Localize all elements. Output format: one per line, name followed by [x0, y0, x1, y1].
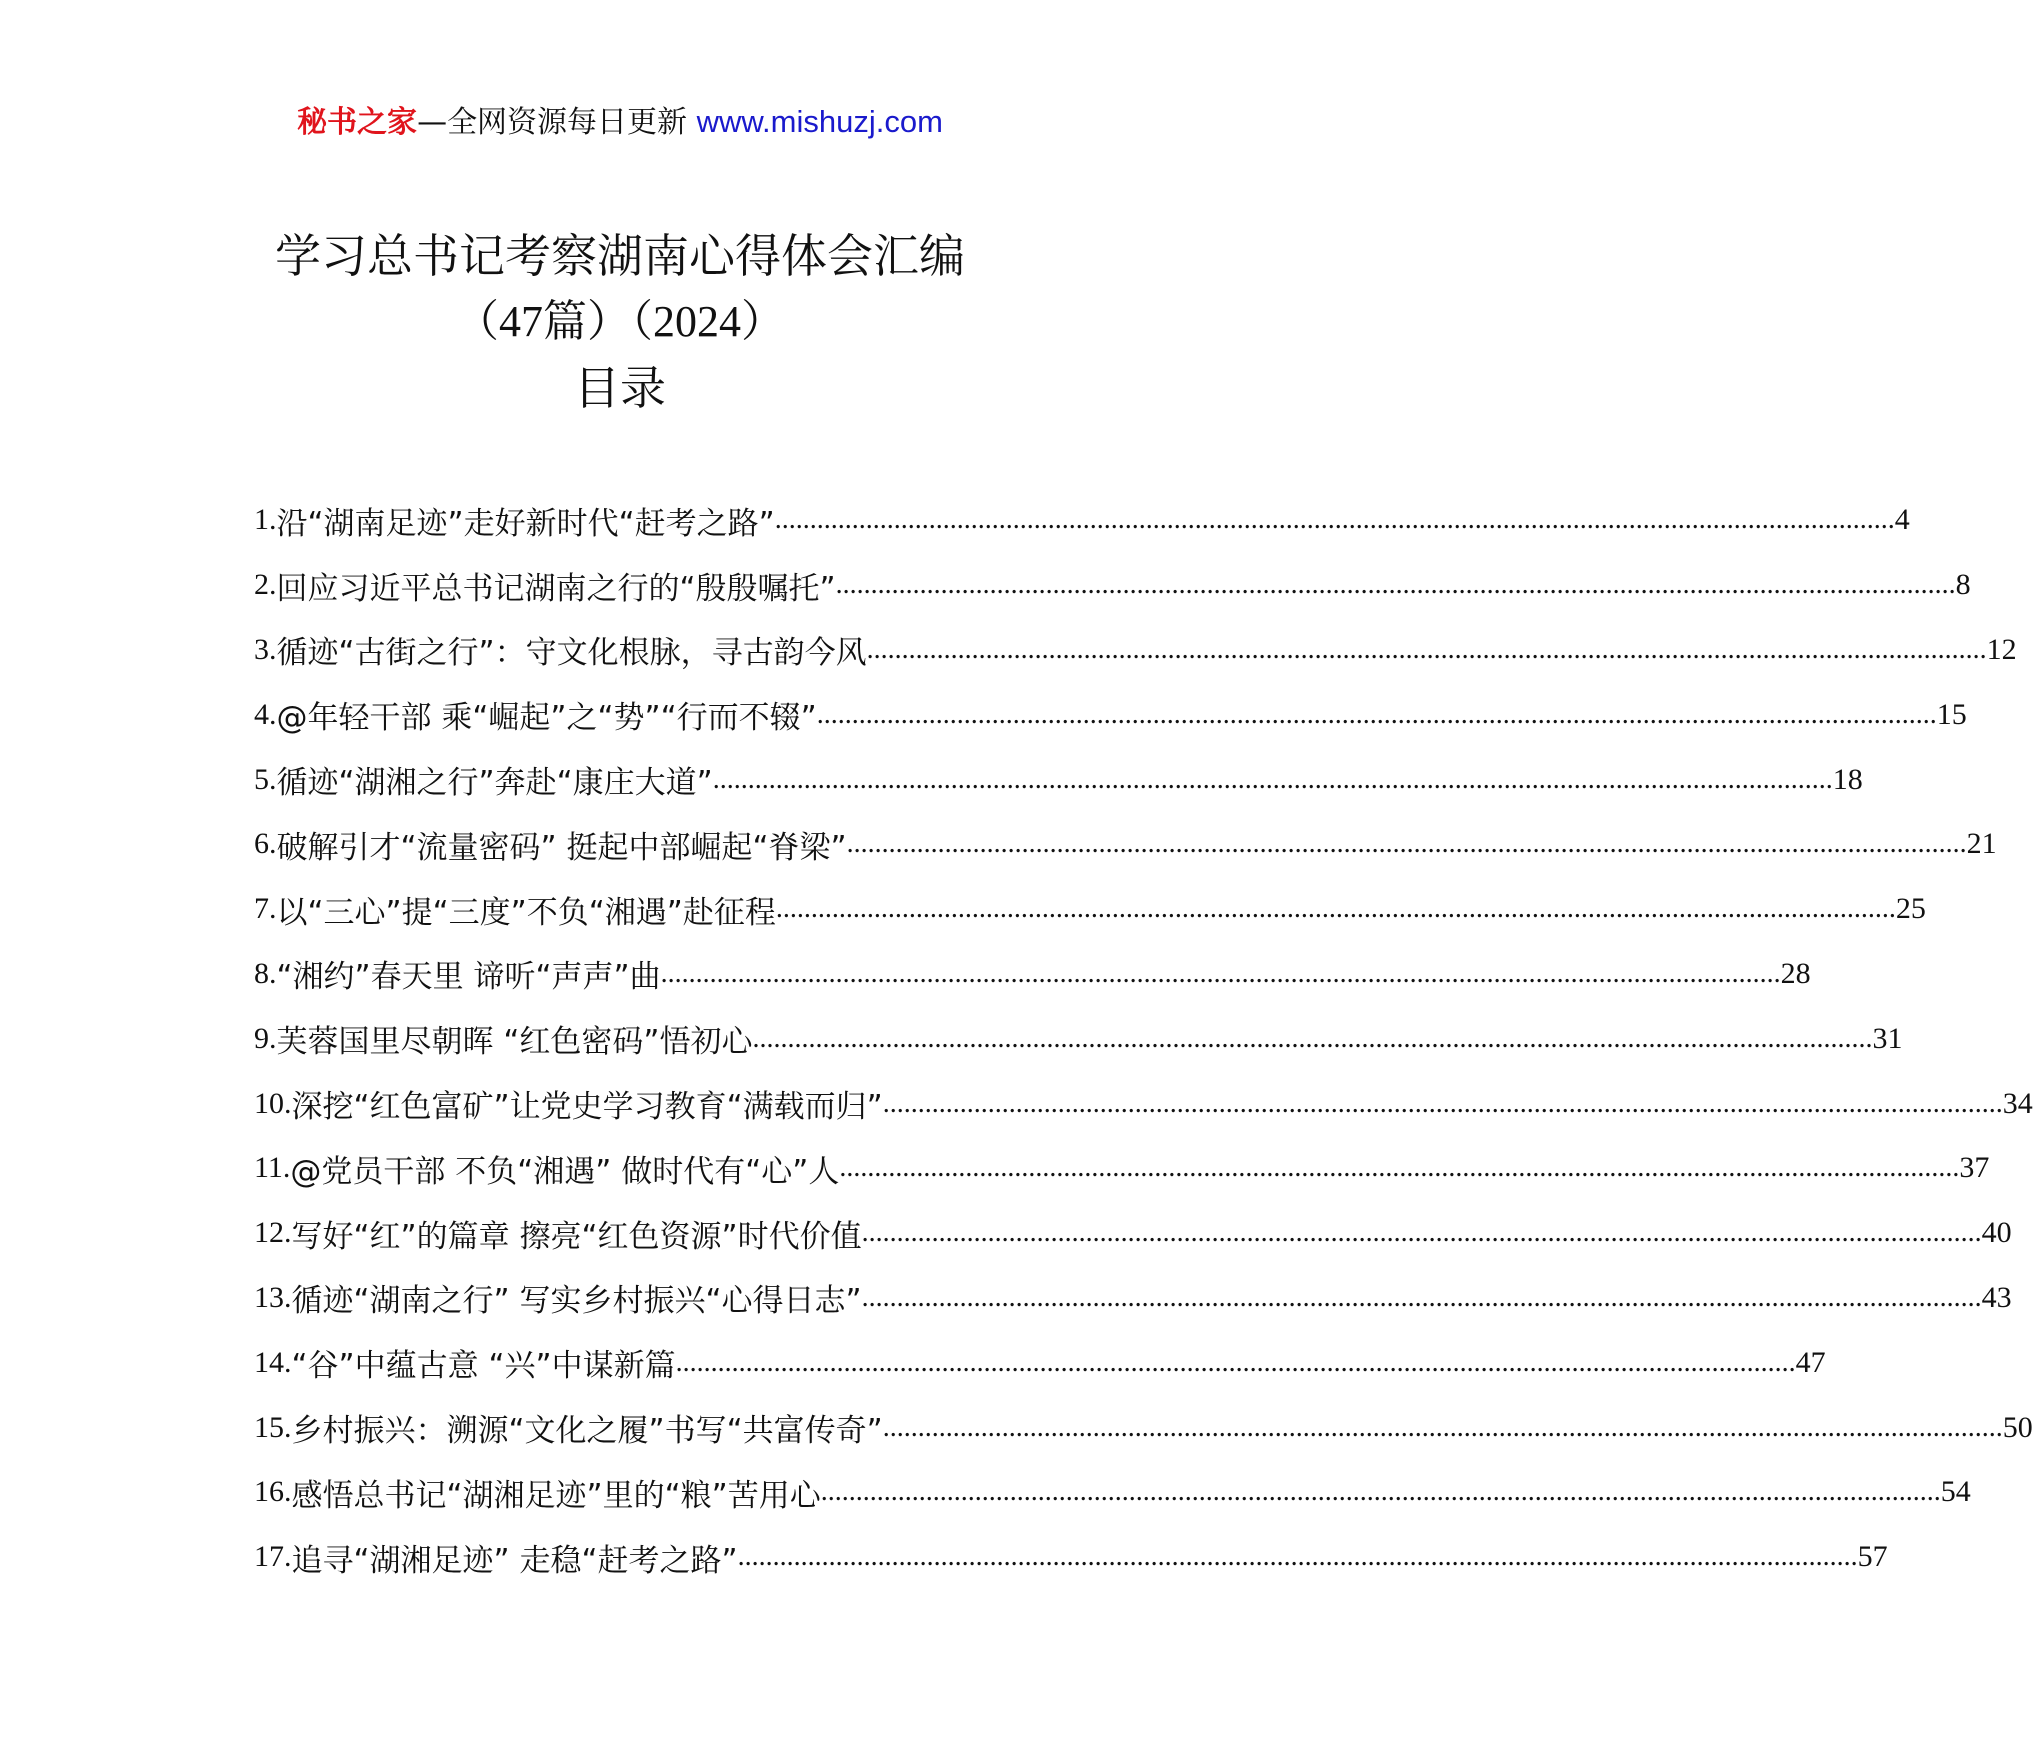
- toc-entry-title: 循迹“湖湘之行”奔赴“康庄大道”: [276, 765, 713, 802]
- site-tagline: —全网资源每日更新: [417, 105, 688, 140]
- toc-entry-title: 以“三心”提“三度”不负“湘遇”赴征程: [276, 894, 776, 931]
- toc-entry-title: 回应习近平总书记湖南之行的“殷殷嘱托”: [276, 570, 836, 607]
- toc-entry[interactable]: [254, 1266, 2012, 1331]
- toc-entry-page: 15: [1936, 697, 1967, 731]
- toc-dot-leader: ................................................................................................................................................................: [712, 763, 1833, 795]
- toc-entry-page: 37: [1959, 1151, 1990, 1185]
- toc-entry-number: 9.: [254, 1021, 277, 1055]
- toc-entry-title: @党员干部 不负“湘遇” 做时代有“心”人: [290, 1153, 840, 1190]
- toc-entry-title: 乡村振兴：溯源“文化之履”书写“共富传奇”: [291, 1413, 883, 1450]
- toc-entry[interactable]: [254, 1330, 1826, 1395]
- toc-entry-number: 8.: [254, 956, 277, 990]
- toc-entry-title: 追寻“湖湘足迹” 走稳“赶考之路”: [291, 1542, 738, 1579]
- toc-entry[interactable]: [254, 1525, 1888, 1590]
- toc-entry[interactable]: [254, 618, 2017, 683]
- toc-entry-page: 54: [1940, 1475, 1971, 1509]
- toc-entry-number: 15.: [254, 1410, 292, 1444]
- toc-entry-number: 1.: [254, 503, 277, 537]
- toc-entry-number: 14.: [254, 1345, 292, 1379]
- toc-entry-page: 12: [1986, 632, 2017, 666]
- toc-entry-page: 4: [1894, 503, 1910, 537]
- toc-entry-page: 40: [1981, 1216, 2012, 1250]
- toc-dot-leader: ................................................................................................................................................................: [737, 1541, 1858, 1573]
- toc-dot-leader: ................................................................................................................................................................: [816, 698, 1937, 730]
- toc-entry-title: 深挖“红色富矿”让党史学习教育“满载而归”: [291, 1089, 883, 1126]
- toc-entry-number: 12.: [254, 1216, 292, 1250]
- toc-entry-number: 6.: [254, 827, 277, 861]
- toc-entry-number: 16.: [254, 1475, 292, 1509]
- toc-entry[interactable]: [254, 812, 1997, 877]
- toc-dot-leader: ................................................................................................................................................................: [675, 1346, 1796, 1378]
- toc-dot-leader: ................................................................................................................................................................: [774, 504, 1895, 536]
- toc-entry-number: 11.: [254, 1151, 291, 1185]
- toc-entry-page: 21: [1966, 827, 1997, 861]
- toc-entry-title: @年轻干部 乘“崛起”之“势”“行而不辍”: [276, 700, 817, 737]
- toc-entry-title: “谷”中蕴古意 “兴”中谋新篇: [291, 1348, 676, 1385]
- toc-entry[interactable]: [254, 1460, 1971, 1525]
- toc-entry-title: “湘约”春天里 谛听“声声”曲: [276, 959, 661, 996]
- toc-entry-page: 57: [1857, 1540, 1888, 1574]
- toc-entry-number: 5.: [254, 762, 277, 796]
- toc-entry-title: 感悟总书记“湖湘足迹”里的“粮”苦用心: [291, 1477, 821, 1514]
- toc-entry-title: 芙蓉国里尽朝晖 “红色密码”悟初心: [276, 1024, 753, 1061]
- toc-heading: 目录: [574, 361, 666, 415]
- toc-entry-number: 7.: [254, 892, 277, 926]
- toc-entry[interactable]: [254, 1395, 2033, 1460]
- toc-entry[interactable]: [254, 877, 1926, 942]
- toc-entry[interactable]: [254, 553, 1971, 618]
- toc-entry-page: 31: [1872, 1021, 1903, 1055]
- toc-dot-leader: ................................................................................................................................................................: [866, 633, 1987, 665]
- toc-entry-title: 沿“湖南足迹”走好新时代“赶考之路”: [276, 505, 775, 542]
- toc-dot-leader: ................................................................................................................................................................: [839, 1152, 1960, 1184]
- document-title: 学习总书记考察湖南心得体会汇编: [275, 229, 965, 283]
- toc-entry[interactable]: [254, 747, 1863, 812]
- toc-dot-leader: ................................................................................................................................................................: [752, 1022, 1873, 1054]
- toc-entry-page: 47: [1795, 1345, 1826, 1379]
- toc-entry-page: 25: [1895, 892, 1926, 926]
- toc-dot-leader: ................................................................................................................................................................: [861, 1217, 1982, 1249]
- site-url-link[interactable]: www.mishuzj.com: [696, 104, 943, 139]
- toc-entry-title: 破解引才“流量密码” 挺起中部崛起“脊梁”: [276, 829, 847, 866]
- toc-entry[interactable]: [254, 1136, 1990, 1201]
- toc-dot-leader: ................................................................................................................................................................: [882, 1411, 2003, 1443]
- toc-dot-leader: ................................................................................................................................................................: [835, 569, 1956, 601]
- toc-entry-page: 28: [1780, 956, 1811, 990]
- table-of-contents: [254, 488, 2033, 1590]
- toc-entry[interactable]: [254, 682, 1967, 747]
- document-subtitle: （47篇）（2024）: [455, 297, 785, 346]
- toc-entry[interactable]: [254, 942, 1811, 1007]
- toc-entry-page: 18: [1832, 762, 1863, 796]
- toc-dot-leader: ................................................................................................................................................................: [820, 1476, 1941, 1508]
- toc-entry[interactable]: [254, 1006, 1903, 1071]
- site-brand: 秘书之家: [297, 105, 418, 140]
- toc-entry-title: 写好“红”的篇章 擦亮“红色资源”时代价值: [291, 1218, 862, 1255]
- toc-entry-page: 43: [1981, 1280, 2012, 1314]
- toc-entry-number: 3.: [254, 632, 277, 666]
- toc-entry-title: 循迹“古街之行”：守文化根脉，寻古韵今风: [276, 635, 867, 672]
- toc-entry-number: 13.: [254, 1280, 292, 1314]
- toc-entry-page: 50: [2002, 1410, 2033, 1444]
- toc-dot-leader: ................................................................................................................................................................: [660, 957, 1781, 989]
- toc-entry-title: 循迹“湖南之行” 写实乡村振兴“心得日志”: [291, 1283, 862, 1320]
- toc-entry[interactable]: [254, 1071, 2033, 1136]
- toc-dot-leader: ................................................................................................................................................................: [775, 893, 1896, 925]
- toc-dot-leader: ................................................................................................................................................................: [861, 1281, 1982, 1313]
- toc-dot-leader: ................................................................................................................................................................: [846, 828, 1967, 860]
- toc-entry-number: 2.: [254, 568, 277, 602]
- toc-entry-number: 10.: [254, 1086, 292, 1120]
- site-header: [0, 100, 1240, 145]
- toc-entry-page: 8: [1955, 568, 1971, 602]
- toc-entry-number: 4.: [254, 697, 277, 731]
- toc-entry-page: 34: [2002, 1086, 2033, 1120]
- toc-dot-leader: ................................................................................................................................................................: [882, 1087, 2003, 1119]
- toc-entry-number: 17.: [254, 1540, 292, 1574]
- toc-entry[interactable]: [254, 488, 1910, 553]
- toc-entry[interactable]: [254, 1201, 2012, 1266]
